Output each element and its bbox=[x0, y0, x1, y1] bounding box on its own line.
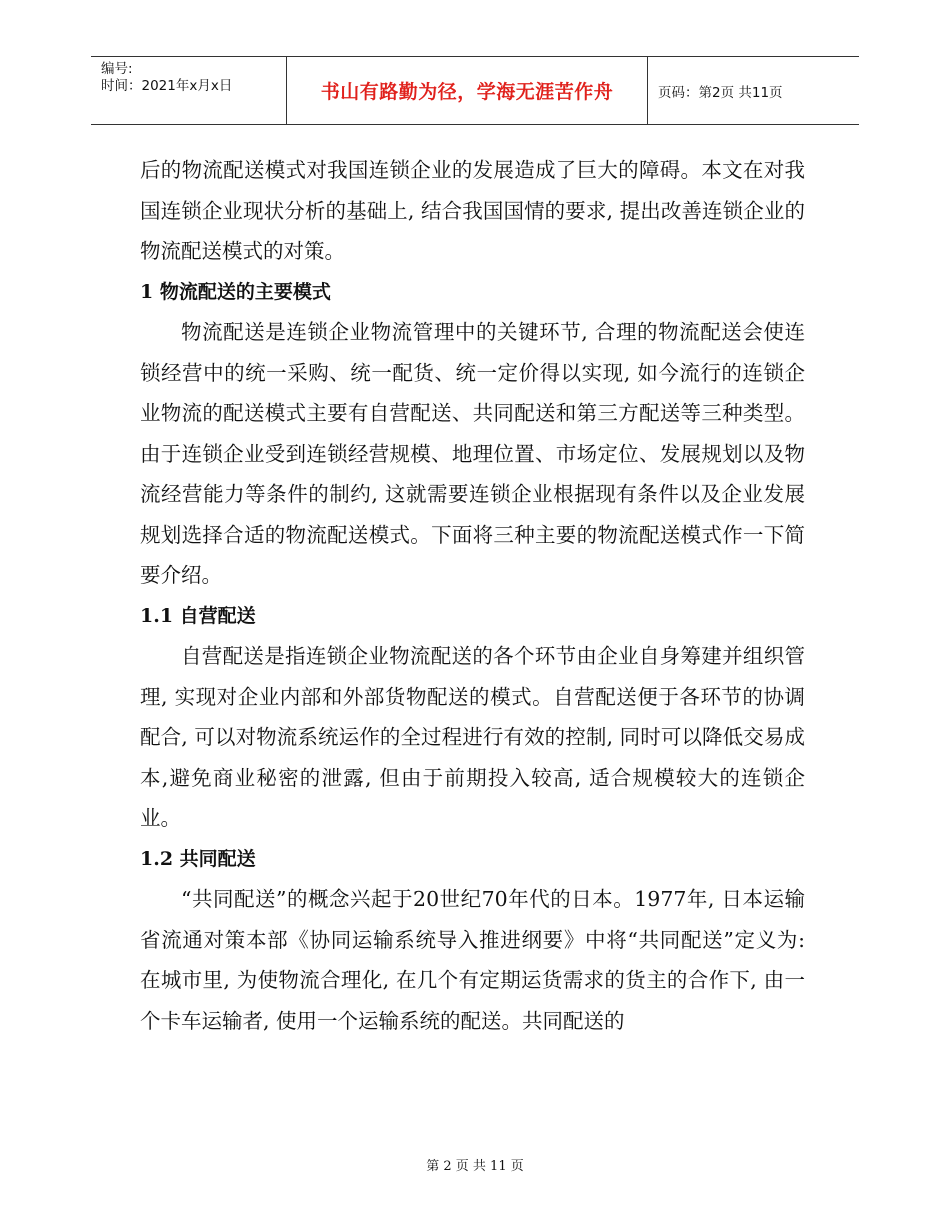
heading-section-1: 1 物流配送的主要模式 bbox=[140, 280, 331, 303]
page-footer: 第 2 页 共 11 页 bbox=[426, 1159, 524, 1174]
number-label: 编号: bbox=[101, 61, 133, 77]
header-page-info: 页码：第2页 共11页 bbox=[658, 84, 783, 101]
paragraph-section-1-2: “共同配送”的概念兴起于20世纪70年代的日本。1977年, 日本运输省流通对策本部《协同运输系统导入推进纲要》中将“共同配送”定义为: 在城市里, 为使物流合理化, 在几个有定期运货需求的货主的合作下, 由一个卡车运输者, 使用一个运输系统的配送。共同配送的 bbox=[140, 887, 805, 1033]
header-meta bbox=[91, 57, 286, 124]
paragraph-section-1-1: 自营配送是指连锁企业物流配送的各个环节由企业自身筹建并组织管理, 实现对企业内部和外部货物配送的模式。自营配送便于各环节的协调配合, 可以对物流系统运作的全过程进行有效的控制, 同时可以降低交易成本,避免商业秘密的泄露, 但由于前期投入较高, 适合规模较大的连锁企业。 bbox=[140, 644, 805, 830]
header-motto-cell bbox=[286, 57, 648, 124]
page-header bbox=[91, 56, 859, 125]
paragraph-intro: 后的物流配送模式对我国连锁企业的发展造成了巨大的障碍。本文在对我国连锁企业现状分析的基础上, 结合我国国情的要求, 提出改善连锁企业的物流配送模式的对策。 bbox=[140, 158, 805, 263]
paragraph-section-1: 物流配送是连锁企业物流管理中的关键环节, 合理的物流配送会使连锁经营中的统一采购、统一配货、统一定价得以实现, 如今流行的连锁企业物流的配送模式主要有自营配送、共同配送和第三方配送等三种类型。由于连锁企业受到连锁经营规模、地理位置、市场定位、发展规划以及物流经营能力等条件的制约, 这就需要连锁企业根据现有条件以及企业发展规划选择合适的物流配送模式。下面将三种主要的物流配送模式作一下简要介绍。 bbox=[140, 320, 805, 587]
heading-section-1-2: 1.2 共同配送 bbox=[140, 847, 256, 870]
document-body bbox=[140, 150, 805, 1041]
time-label: 时间：2021年x月x日 bbox=[101, 78, 233, 94]
heading-section-1-1: 1.1 自营配送 bbox=[140, 604, 256, 627]
motto: 书山有路勤为径，学海无涯苦作舟 bbox=[320, 81, 614, 103]
